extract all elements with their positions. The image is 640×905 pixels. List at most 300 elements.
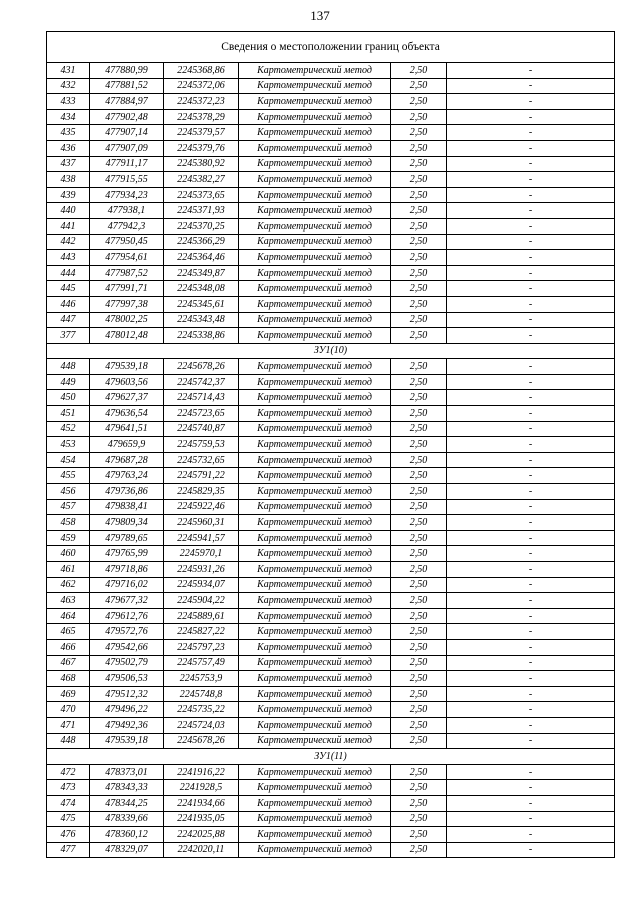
section-label: ЗУ1(11) — [47, 749, 615, 765]
description-cell: - — [447, 827, 615, 843]
point-number-cell: 467 — [47, 655, 90, 671]
method-cell: Картометрический метод — [239, 234, 391, 250]
y-coordinate-cell: 2245378,29 — [164, 109, 239, 125]
accuracy-cell: 2,50 — [391, 250, 447, 266]
point-number-cell: 477 — [47, 842, 90, 858]
x-coordinate-cell: 479612,76 — [90, 608, 164, 624]
y-coordinate-cell: 2245372,06 — [164, 78, 239, 94]
table-row — [47, 172, 615, 188]
accuracy-cell: 2,50 — [391, 639, 447, 655]
x-coordinate-cell: 479603,56 — [90, 374, 164, 390]
description-cell: - — [447, 717, 615, 733]
table-row — [47, 702, 615, 718]
page-number: 137 — [310, 8, 330, 23]
table-row — [47, 499, 615, 515]
method-cell: Картометрический метод — [239, 328, 391, 344]
method-cell: Картометрический метод — [239, 296, 391, 312]
x-coordinate-cell: 477884,97 — [90, 94, 164, 110]
method-cell: Картометрический метод — [239, 374, 391, 390]
description-cell: - — [447, 78, 615, 94]
method-cell: Картометрический метод — [239, 125, 391, 141]
description-cell: - — [447, 187, 615, 203]
y-coordinate-cell: 2245759,53 — [164, 437, 239, 453]
method-cell: Картометрический метод — [239, 265, 391, 281]
description-cell: - — [447, 437, 615, 453]
accuracy-cell: 2,50 — [391, 406, 447, 422]
x-coordinate-cell: 479718,86 — [90, 562, 164, 578]
point-number-cell: 457 — [47, 499, 90, 515]
description-cell: - — [447, 655, 615, 671]
accuracy-cell: 2,50 — [391, 780, 447, 796]
x-coordinate-cell: 477934,23 — [90, 187, 164, 203]
description-cell: - — [447, 484, 615, 500]
y-coordinate-cell: 2245371,93 — [164, 203, 239, 219]
description-cell: - — [447, 624, 615, 640]
accuracy-cell: 2,50 — [391, 764, 447, 780]
point-number-cell: 458 — [47, 515, 90, 531]
accuracy-cell: 2,50 — [391, 811, 447, 827]
description-cell: - — [447, 140, 615, 156]
x-coordinate-cell: 479627,37 — [90, 390, 164, 406]
point-number-cell: 450 — [47, 390, 90, 406]
accuracy-cell: 2,50 — [391, 827, 447, 843]
point-number-cell: 435 — [47, 125, 90, 141]
table-row — [47, 374, 615, 390]
y-coordinate-cell: 2245735,22 — [164, 702, 239, 718]
point-number-cell: 456 — [47, 484, 90, 500]
accuracy-cell: 2,50 — [391, 562, 447, 578]
x-coordinate-cell: 479496,22 — [90, 702, 164, 718]
table-body — [47, 32, 615, 858]
x-coordinate-cell: 478344,25 — [90, 795, 164, 811]
accuracy-cell: 2,50 — [391, 686, 447, 702]
method-cell: Картометрический метод — [239, 546, 391, 562]
accuracy-cell: 2,50 — [391, 452, 447, 468]
point-number-cell: 377 — [47, 328, 90, 344]
y-coordinate-cell: 2245678,26 — [164, 359, 239, 375]
x-coordinate-cell: 479542,66 — [90, 639, 164, 655]
point-number-cell: 443 — [47, 250, 90, 266]
description-cell: - — [447, 702, 615, 718]
x-coordinate-cell: 479763,24 — [90, 468, 164, 484]
boundary-coordinates-table — [46, 31, 615, 858]
accuracy-cell: 2,50 — [391, 842, 447, 858]
method-cell: Картометрический метод — [239, 94, 391, 110]
x-coordinate-cell: 477954,61 — [90, 250, 164, 266]
method-cell: Картометрический метод — [239, 624, 391, 640]
method-cell: Картометрический метод — [239, 639, 391, 655]
accuracy-cell: 2,50 — [391, 795, 447, 811]
point-number-cell: 464 — [47, 608, 90, 624]
description-cell: - — [447, 296, 615, 312]
table-row — [47, 328, 615, 344]
x-coordinate-cell: 477907,14 — [90, 125, 164, 141]
x-coordinate-cell: 477911,17 — [90, 156, 164, 172]
table-row — [47, 406, 615, 422]
method-cell: Картометрический метод — [239, 109, 391, 125]
table-row — [47, 312, 615, 328]
y-coordinate-cell: 2241935,05 — [164, 811, 239, 827]
description-cell: - — [447, 593, 615, 609]
method-cell: Картометрический метод — [239, 577, 391, 593]
point-number-cell: 466 — [47, 639, 90, 655]
method-cell: Картометрический метод — [239, 63, 391, 79]
accuracy-cell: 2,50 — [391, 156, 447, 172]
accuracy-cell: 2,50 — [391, 733, 447, 749]
x-coordinate-cell: 479492,36 — [90, 717, 164, 733]
accuracy-cell: 2,50 — [391, 265, 447, 281]
description-cell: - — [447, 250, 615, 266]
description-cell: - — [447, 546, 615, 562]
description-cell: - — [447, 639, 615, 655]
x-coordinate-cell: 479716,02 — [90, 577, 164, 593]
table-row — [47, 780, 615, 796]
point-number-cell: 465 — [47, 624, 90, 640]
description-cell: - — [447, 63, 615, 79]
y-coordinate-cell: 2245931,26 — [164, 562, 239, 578]
point-number-cell: 468 — [47, 671, 90, 687]
y-coordinate-cell: 2245343,48 — [164, 312, 239, 328]
accuracy-cell: 2,50 — [391, 63, 447, 79]
method-cell: Картометрический метод — [239, 359, 391, 375]
table-row — [47, 842, 615, 858]
y-coordinate-cell: 2245373,65 — [164, 187, 239, 203]
accuracy-cell: 2,50 — [391, 421, 447, 437]
method-cell: Картометрический метод — [239, 842, 391, 858]
table-row — [47, 109, 615, 125]
point-number-cell: 445 — [47, 281, 90, 297]
table-row — [47, 140, 615, 156]
accuracy-cell: 2,50 — [391, 312, 447, 328]
x-coordinate-cell: 477987,52 — [90, 265, 164, 281]
x-coordinate-cell: 478329,07 — [90, 842, 164, 858]
x-coordinate-cell: 477881,52 — [90, 78, 164, 94]
accuracy-cell: 2,50 — [391, 390, 447, 406]
table-row — [47, 452, 615, 468]
point-number-cell: 439 — [47, 187, 90, 203]
point-number-cell: 473 — [47, 780, 90, 796]
table-row — [47, 250, 615, 266]
y-coordinate-cell: 2241916,22 — [164, 764, 239, 780]
accuracy-cell: 2,50 — [391, 78, 447, 94]
method-cell: Картометрический метод — [239, 608, 391, 624]
point-number-cell: 436 — [47, 140, 90, 156]
y-coordinate-cell: 2245372,23 — [164, 94, 239, 110]
description-cell: - — [447, 328, 615, 344]
method-cell: Картометрический метод — [239, 156, 391, 172]
method-cell: Картометрический метод — [239, 468, 391, 484]
description-cell: - — [447, 312, 615, 328]
description-cell: - — [447, 203, 615, 219]
method-cell: Картометрический метод — [239, 218, 391, 234]
y-coordinate-cell: 2245732,65 — [164, 452, 239, 468]
description-cell: - — [447, 359, 615, 375]
accuracy-cell: 2,50 — [391, 484, 447, 500]
y-coordinate-cell: 2245797,23 — [164, 639, 239, 655]
description-cell: - — [447, 265, 615, 281]
accuracy-cell: 2,50 — [391, 655, 447, 671]
description-cell: - — [447, 530, 615, 546]
y-coordinate-cell: 2245889,61 — [164, 608, 239, 624]
table-row — [47, 546, 615, 562]
table-row — [47, 296, 615, 312]
point-number-cell: 459 — [47, 530, 90, 546]
accuracy-cell: 2,50 — [391, 94, 447, 110]
table-row — [47, 515, 615, 531]
accuracy-cell: 2,50 — [391, 296, 447, 312]
table-row — [47, 624, 615, 640]
table-row — [47, 156, 615, 172]
section-label: ЗУ1(10) — [47, 343, 615, 359]
y-coordinate-cell: 2245934,07 — [164, 577, 239, 593]
x-coordinate-cell: 477902,48 — [90, 109, 164, 125]
description-cell: - — [447, 733, 615, 749]
table-row — [47, 530, 615, 546]
method-cell: Картометрический метод — [239, 593, 391, 609]
y-coordinate-cell: 2245348,08 — [164, 281, 239, 297]
point-number-cell: 462 — [47, 577, 90, 593]
description-cell: - — [447, 780, 615, 796]
table-row — [47, 655, 615, 671]
accuracy-cell: 2,50 — [391, 437, 447, 453]
point-number-cell: 448 — [47, 733, 90, 749]
point-number-cell: 441 — [47, 218, 90, 234]
point-number-cell: 440 — [47, 203, 90, 219]
y-coordinate-cell: 2245345,61 — [164, 296, 239, 312]
y-coordinate-cell: 2245757,49 — [164, 655, 239, 671]
point-number-cell: 470 — [47, 702, 90, 718]
table-title-row — [47, 32, 615, 63]
accuracy-cell: 2,50 — [391, 468, 447, 484]
method-cell: Картометрический метод — [239, 452, 391, 468]
accuracy-cell: 2,50 — [391, 234, 447, 250]
table-row — [47, 639, 615, 655]
accuracy-cell: 2,50 — [391, 499, 447, 515]
method-cell: Картометрический метод — [239, 203, 391, 219]
method-cell: Картометрический метод — [239, 811, 391, 827]
table-row — [47, 187, 615, 203]
x-coordinate-cell: 479765,99 — [90, 546, 164, 562]
table-row — [47, 577, 615, 593]
method-cell: Картометрический метод — [239, 484, 391, 500]
accuracy-cell: 2,50 — [391, 717, 447, 733]
table-row — [47, 94, 615, 110]
y-coordinate-cell: 2245753,9 — [164, 671, 239, 687]
method-cell: Картометрический метод — [239, 702, 391, 718]
y-coordinate-cell: 2245338,86 — [164, 328, 239, 344]
description-cell: - — [447, 421, 615, 437]
y-coordinate-cell: 2245742,37 — [164, 374, 239, 390]
method-cell: Картометрический метод — [239, 515, 391, 531]
method-cell: Картометрический метод — [239, 281, 391, 297]
y-coordinate-cell: 2245740,87 — [164, 421, 239, 437]
accuracy-cell: 2,50 — [391, 187, 447, 203]
x-coordinate-cell: 478360,12 — [90, 827, 164, 843]
table-row — [47, 218, 615, 234]
y-coordinate-cell: 2245970,1 — [164, 546, 239, 562]
table-row — [47, 733, 615, 749]
method-cell: Картометрический метод — [239, 390, 391, 406]
table-row — [47, 234, 615, 250]
accuracy-cell: 2,50 — [391, 577, 447, 593]
x-coordinate-cell: 479572,76 — [90, 624, 164, 640]
method-cell: Картометрический метод — [239, 717, 391, 733]
description-cell: - — [447, 686, 615, 702]
description-cell: - — [447, 172, 615, 188]
table-title: Сведения о местоположении границ объекта — [47, 32, 615, 63]
method-cell: Картометрический метод — [239, 655, 391, 671]
x-coordinate-cell: 479789,65 — [90, 530, 164, 546]
y-coordinate-cell: 2245366,29 — [164, 234, 239, 250]
y-coordinate-cell: 2245827,22 — [164, 624, 239, 640]
method-cell: Картометрический метод — [239, 671, 391, 687]
accuracy-cell: 2,50 — [391, 530, 447, 546]
table-row — [47, 468, 615, 484]
table-row — [47, 671, 615, 687]
x-coordinate-cell: 477907,09 — [90, 140, 164, 156]
point-number-cell: 475 — [47, 811, 90, 827]
x-coordinate-cell: 479659,9 — [90, 437, 164, 453]
point-number-cell: 438 — [47, 172, 90, 188]
accuracy-cell: 2,50 — [391, 359, 447, 375]
method-cell: Картометрический метод — [239, 795, 391, 811]
method-cell: Картометрический метод — [239, 499, 391, 515]
description-cell: - — [447, 795, 615, 811]
x-coordinate-cell: 477942,3 — [90, 218, 164, 234]
x-coordinate-cell: 479502,79 — [90, 655, 164, 671]
method-cell: Картометрический метод — [239, 250, 391, 266]
table-row — [47, 593, 615, 609]
point-number-cell: 463 — [47, 593, 90, 609]
description-cell: - — [447, 109, 615, 125]
x-coordinate-cell: 478343,33 — [90, 780, 164, 796]
point-number-cell: 434 — [47, 109, 90, 125]
description-cell: - — [447, 499, 615, 515]
accuracy-cell: 2,50 — [391, 125, 447, 141]
point-number-cell: 442 — [47, 234, 90, 250]
description-cell: - — [447, 577, 615, 593]
y-coordinate-cell: 2245379,57 — [164, 125, 239, 141]
method-cell: Картометрический метод — [239, 312, 391, 328]
accuracy-cell: 2,50 — [391, 515, 447, 531]
method-cell: Картометрический метод — [239, 140, 391, 156]
method-cell: Картометрический метод — [239, 172, 391, 188]
point-number-cell: 472 — [47, 764, 90, 780]
table-row — [47, 717, 615, 733]
point-number-cell: 476 — [47, 827, 90, 843]
y-coordinate-cell: 2245678,26 — [164, 733, 239, 749]
description-cell: - — [447, 281, 615, 297]
point-number-cell: 469 — [47, 686, 90, 702]
y-coordinate-cell: 2241934,66 — [164, 795, 239, 811]
point-number-cell: 455 — [47, 468, 90, 484]
method-cell: Картометрический метод — [239, 530, 391, 546]
x-coordinate-cell: 479687,28 — [90, 452, 164, 468]
x-coordinate-cell: 477950,45 — [90, 234, 164, 250]
method-cell: Картометрический метод — [239, 421, 391, 437]
point-number-cell: 432 — [47, 78, 90, 94]
accuracy-cell: 2,50 — [391, 546, 447, 562]
y-coordinate-cell: 2245370,25 — [164, 218, 239, 234]
description-cell: - — [447, 562, 615, 578]
y-coordinate-cell: 2242020,11 — [164, 842, 239, 858]
table-row — [47, 437, 615, 453]
table-row — [47, 484, 615, 500]
description-cell: - — [447, 390, 615, 406]
y-coordinate-cell: 2245904,22 — [164, 593, 239, 609]
y-coordinate-cell: 2245368,86 — [164, 63, 239, 79]
accuracy-cell: 2,50 — [391, 671, 447, 687]
y-coordinate-cell: 2245382,27 — [164, 172, 239, 188]
x-coordinate-cell: 477938,1 — [90, 203, 164, 219]
x-coordinate-cell: 479539,18 — [90, 359, 164, 375]
method-cell: Картометрический метод — [239, 437, 391, 453]
accuracy-cell: 2,50 — [391, 593, 447, 609]
x-coordinate-cell: 479641,51 — [90, 421, 164, 437]
point-number-cell: 454 — [47, 452, 90, 468]
description-cell: - — [447, 608, 615, 624]
description-cell: - — [447, 468, 615, 484]
method-cell: Картометрический метод — [239, 733, 391, 749]
description-cell: - — [447, 452, 615, 468]
table-row — [47, 390, 615, 406]
accuracy-cell: 2,50 — [391, 203, 447, 219]
x-coordinate-cell: 479809,34 — [90, 515, 164, 531]
method-cell: Картометрический метод — [239, 406, 391, 422]
table-row — [47, 827, 615, 843]
accuracy-cell: 2,50 — [391, 328, 447, 344]
accuracy-cell: 2,50 — [391, 140, 447, 156]
x-coordinate-cell: 479539,18 — [90, 733, 164, 749]
table-row — [47, 281, 615, 297]
description-cell: - — [447, 374, 615, 390]
x-coordinate-cell: 477915,55 — [90, 172, 164, 188]
point-number-cell: 444 — [47, 265, 90, 281]
y-coordinate-cell: 2245960,31 — [164, 515, 239, 531]
x-coordinate-cell: 479736,86 — [90, 484, 164, 500]
x-coordinate-cell: 479677,32 — [90, 593, 164, 609]
y-coordinate-cell: 2245922,46 — [164, 499, 239, 515]
description-cell: - — [447, 406, 615, 422]
x-coordinate-cell: 479512,32 — [90, 686, 164, 702]
method-cell: Картометрический метод — [239, 764, 391, 780]
description-cell: - — [447, 515, 615, 531]
point-number-cell: 460 — [47, 546, 90, 562]
table-row — [47, 764, 615, 780]
x-coordinate-cell: 479506,53 — [90, 671, 164, 687]
x-coordinate-cell: 478002,25 — [90, 312, 164, 328]
y-coordinate-cell: 2245724,03 — [164, 717, 239, 733]
y-coordinate-cell: 2245829,35 — [164, 484, 239, 500]
accuracy-cell: 2,50 — [391, 374, 447, 390]
table-row — [47, 562, 615, 578]
y-coordinate-cell: 2245791,22 — [164, 468, 239, 484]
table-row — [47, 359, 615, 375]
accuracy-cell: 2,50 — [391, 702, 447, 718]
x-coordinate-cell: 478012,48 — [90, 328, 164, 344]
y-coordinate-cell: 2241928,5 — [164, 780, 239, 796]
point-number-cell: 474 — [47, 795, 90, 811]
method-cell: Картометрический метод — [239, 562, 391, 578]
table-row — [47, 203, 615, 219]
method-cell: Картометрический метод — [239, 827, 391, 843]
point-number-cell: 471 — [47, 717, 90, 733]
description-cell: - — [447, 234, 615, 250]
y-coordinate-cell: 2245380,92 — [164, 156, 239, 172]
section-header-row — [47, 343, 615, 359]
table-row — [47, 795, 615, 811]
method-cell: Картометрический метод — [239, 187, 391, 203]
